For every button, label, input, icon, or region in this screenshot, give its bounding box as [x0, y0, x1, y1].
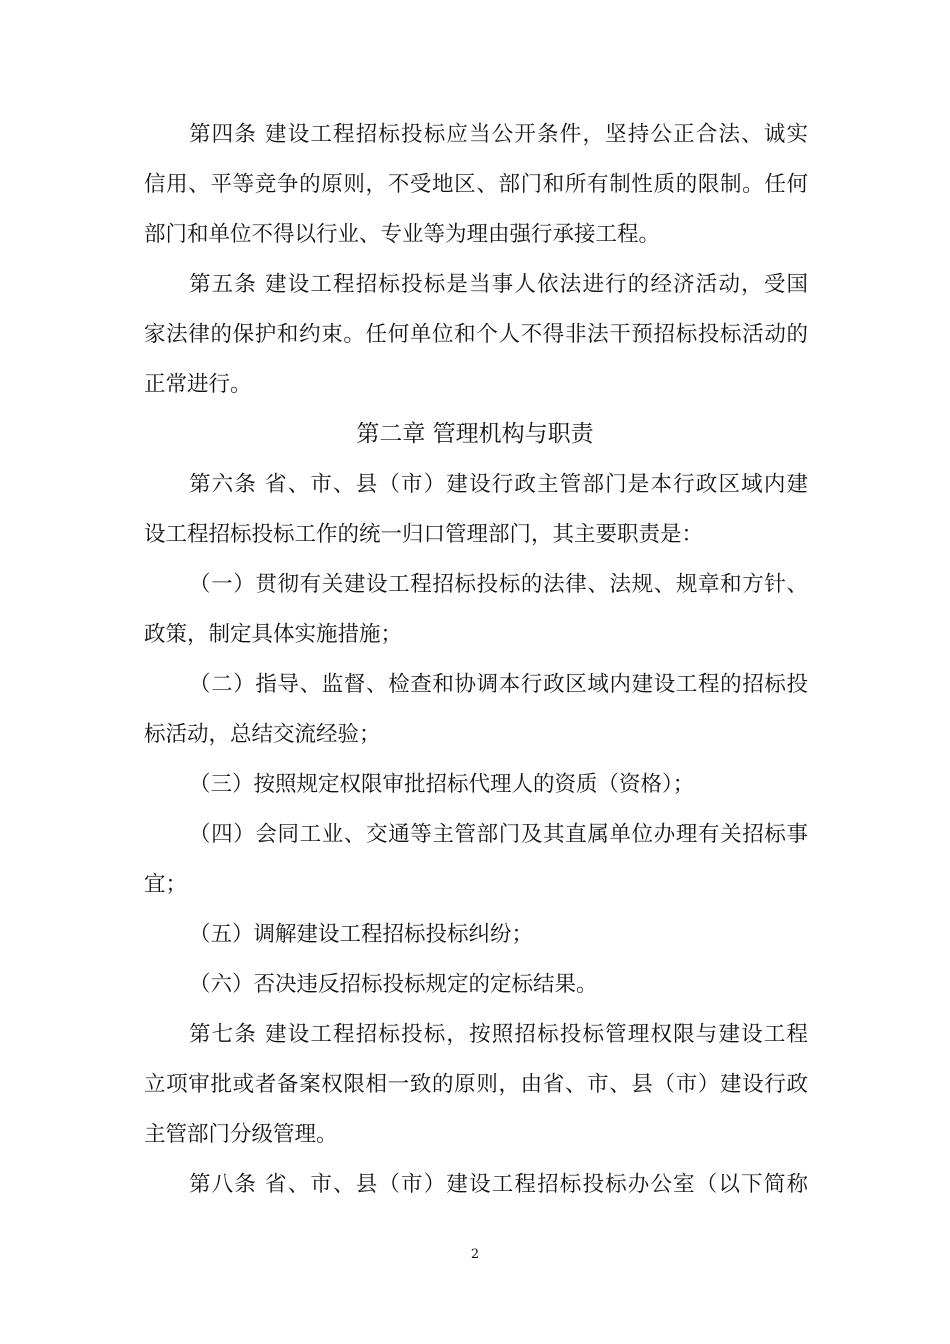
article-7-line-2: 立项审批或者备案权限相一致的原则，由省、市、县（市）建设行政	[144, 1072, 808, 1097]
duty-5-line-1: （五）调解建设工程招标投标纠纷；	[189, 922, 534, 947]
article-6-line-2: 设工程招标投标工作的统一归口管理部门，其主要职责是：	[144, 522, 704, 547]
duty-4-line-1: （四）会同工业、交通等主管部门及其直属单位办理有关招标事	[189, 822, 808, 847]
article-4-line-1: 第四条 建设工程招标投标应当公开条件，坚持公正合法、诚实	[189, 122, 808, 147]
duty-3-line-1: （三）按照规定权限审批招标代理人的资质（资格）；	[189, 772, 695, 797]
article-7-line-1: 第七条 建设工程招标投标，按照招标投标管理权限与建设工程	[189, 1022, 808, 1047]
duty-6-line-1: （六）否决违反招标投标规定的定标结果。	[189, 972, 598, 997]
page-number: 2	[470, 1247, 480, 1262]
chapter-2-heading: 第二章 管理机构与职责	[356, 421, 594, 447]
duty-2-line-2: 标活动，总结交流经验；	[144, 722, 381, 747]
duty-4-line-2: 宜；	[144, 872, 188, 897]
article-5-line-1: 第五条 建设工程招标投标是当事人依法进行的经济活动，受国	[189, 272, 808, 297]
article-4-line-3: 部门和单位不得以行业、专业等为理由强行承接工程。	[144, 222, 661, 247]
article-5-line-3: 正常进行。	[144, 372, 252, 397]
duty-1-line-1: （一）贯彻有关建设工程招标投标的法律、法规、规章和方针、	[189, 572, 808, 597]
article-5-line-2: 家法律的保护和约束。任何单位和个人不得非法干预招标投标活动的	[144, 322, 808, 347]
article-6-line-1: 第六条 省、市、县（市）建设行政主管部门是本行政区域内建	[189, 472, 808, 497]
duty-2-line-1: （二）指导、监督、检查和协调本行政区域内建设工程的招标投	[189, 672, 808, 697]
duty-1-line-2: 政策，制定具体实施措施；	[144, 622, 403, 647]
article-8-line-1: 第八条 省、市、县（市）建设工程招标投标办公室（以下简称	[189, 1172, 808, 1197]
article-7-line-3: 主管部门分级管理。	[144, 1122, 338, 1147]
article-4-line-2: 信用、平等竞争的原则，不受地区、部门和所有制性质的限制。任何	[144, 172, 808, 197]
